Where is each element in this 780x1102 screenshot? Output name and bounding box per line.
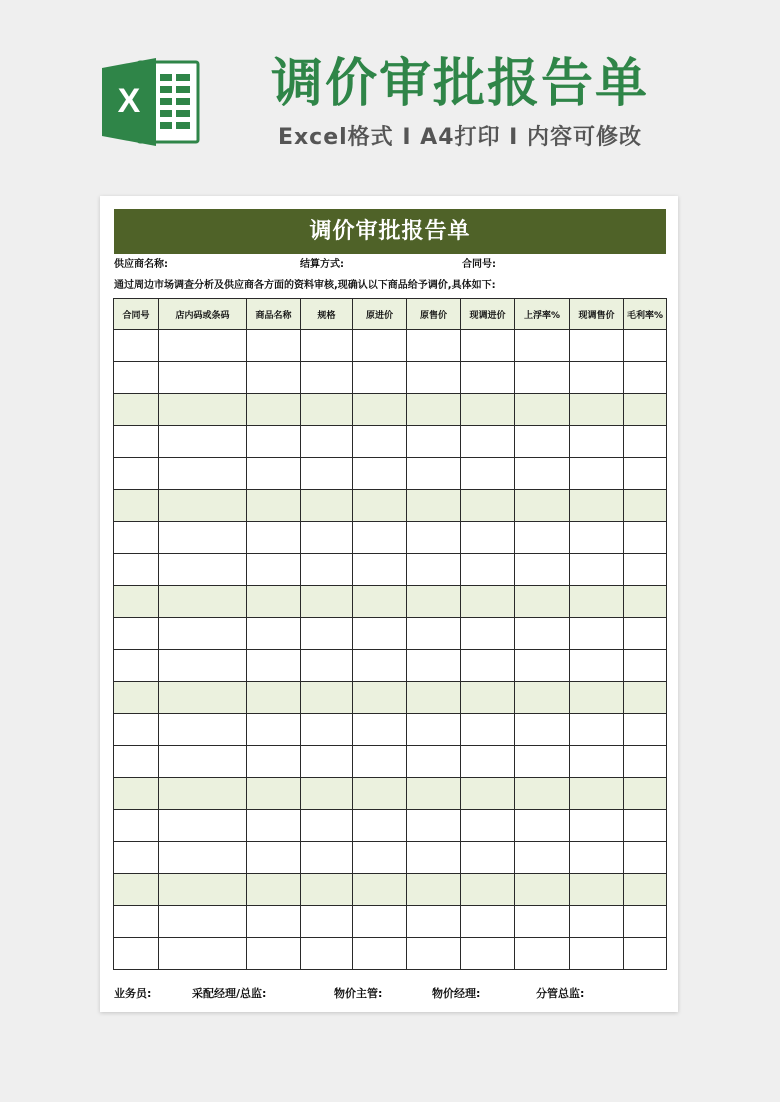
table-row [114, 810, 667, 842]
table-cell[interactable] [301, 522, 353, 554]
table-cell[interactable] [114, 618, 159, 650]
table-cell[interactable] [353, 330, 407, 362]
table-cell[interactable] [159, 554, 247, 586]
table-cell[interactable] [301, 458, 353, 490]
table-cell[interactable] [114, 714, 159, 746]
banner-title: 调价审批报告单 [270, 54, 649, 114]
table-cell[interactable] [159, 842, 247, 874]
table-cell[interactable] [461, 522, 515, 554]
table-cell[interactable] [515, 362, 570, 394]
table-cell[interactable] [515, 906, 570, 938]
table-cell[interactable] [301, 426, 353, 458]
table-cell[interactable] [353, 778, 407, 810]
table-cell[interactable] [624, 426, 667, 458]
table-cell[interactable] [114, 906, 159, 938]
table-cell[interactable] [570, 682, 624, 714]
table-cell[interactable] [515, 426, 570, 458]
table-row [114, 714, 667, 746]
table-cell[interactable] [247, 554, 301, 586]
header-orig-cost: 原进价 [353, 299, 407, 330]
table-cell[interactable] [570, 458, 624, 490]
table-cell[interactable] [247, 778, 301, 810]
table-cell[interactable] [114, 874, 159, 906]
table-cell[interactable] [407, 394, 461, 426]
price-adjust-table [113, 298, 667, 970]
table-row [114, 682, 667, 714]
table-cell[interactable] [624, 330, 667, 362]
table-cell[interactable] [407, 682, 461, 714]
table-cell[interactable] [570, 618, 624, 650]
table-cell[interactable] [353, 874, 407, 906]
table-cell[interactable] [461, 842, 515, 874]
table-cell[interactable] [624, 394, 667, 426]
table-cell[interactable] [353, 426, 407, 458]
table-cell[interactable] [247, 618, 301, 650]
footer-pricing-supervisor: 物价主管: [334, 987, 383, 1000]
table-cell[interactable] [461, 330, 515, 362]
table-cell[interactable] [159, 650, 247, 682]
table-cell[interactable] [407, 778, 461, 810]
table-cell[interactable] [570, 714, 624, 746]
table-cell[interactable] [407, 490, 461, 522]
table-cell[interactable] [461, 490, 515, 522]
table-cell[interactable] [353, 554, 407, 586]
table-cell[interactable] [353, 682, 407, 714]
table-cell[interactable] [114, 362, 159, 394]
table-row [114, 330, 667, 362]
table-cell[interactable] [114, 938, 159, 970]
table-cell[interactable] [301, 682, 353, 714]
excel-logo-letter: X [117, 82, 141, 120]
table-cell[interactable] [114, 682, 159, 714]
table-cell[interactable] [515, 842, 570, 874]
table-cell[interactable] [570, 554, 624, 586]
table-cell[interactable] [301, 842, 353, 874]
table-cell[interactable] [159, 394, 247, 426]
table-cell[interactable] [624, 938, 667, 970]
table-cell[interactable] [461, 778, 515, 810]
table-cell[interactable] [570, 842, 624, 874]
table-cell[interactable] [301, 874, 353, 906]
table-cell[interactable] [114, 650, 159, 682]
table-cell[interactable] [570, 490, 624, 522]
table-cell[interactable] [570, 906, 624, 938]
table-cell[interactable] [407, 586, 461, 618]
table-cell[interactable] [247, 682, 301, 714]
table-cell[interactable] [624, 650, 667, 682]
table-cell[interactable] [461, 682, 515, 714]
intro-text: 通过周边市场调查分析及供应商各方面的资料审核,现确认以下商品给予调价,具体如下: [114, 280, 496, 291]
table-cell[interactable] [570, 362, 624, 394]
table-cell[interactable] [461, 874, 515, 906]
table-cell[interactable] [301, 778, 353, 810]
table-cell[interactable] [461, 746, 515, 778]
table-row [114, 394, 667, 426]
table-cell[interactable] [515, 650, 570, 682]
table-cell[interactable] [570, 394, 624, 426]
table-cell[interactable] [247, 458, 301, 490]
table-cell[interactable] [301, 490, 353, 522]
table-cell[interactable] [247, 714, 301, 746]
table-cell[interactable] [461, 810, 515, 842]
table-cell[interactable] [114, 330, 159, 362]
table-cell[interactable] [353, 490, 407, 522]
table-cell[interactable] [570, 330, 624, 362]
table-header-row [114, 299, 667, 330]
header-markup-rate: 上浮率% [515, 299, 570, 330]
table-cell[interactable] [624, 874, 667, 906]
table-cell[interactable] [624, 778, 667, 810]
table-cell[interactable] [114, 746, 159, 778]
table-cell[interactable] [407, 522, 461, 554]
table-cell[interactable] [247, 330, 301, 362]
settlement-label: 结算方式: [300, 259, 344, 270]
table-cell[interactable] [407, 458, 461, 490]
table-cell[interactable] [570, 746, 624, 778]
table-cell[interactable] [353, 618, 407, 650]
header-product-name: 商品名称 [247, 299, 301, 330]
table-cell[interactable] [247, 842, 301, 874]
table-cell[interactable] [353, 938, 407, 970]
table-cell[interactable] [461, 586, 515, 618]
table-cell[interactable] [515, 586, 570, 618]
form-sheet [100, 196, 678, 1012]
contract-label: 合同号: [462, 259, 496, 270]
table-row [114, 778, 667, 810]
excel-logo-icon [100, 56, 200, 148]
table-cell[interactable] [114, 522, 159, 554]
table-cell[interactable] [353, 842, 407, 874]
table-cell[interactable] [624, 522, 667, 554]
table-cell[interactable] [624, 618, 667, 650]
table-cell[interactable] [247, 490, 301, 522]
table-cell[interactable] [570, 810, 624, 842]
table-cell[interactable] [114, 778, 159, 810]
footer-general-manager: 分管总监: [536, 987, 585, 1000]
table-cell[interactable] [407, 426, 461, 458]
table-cell[interactable] [624, 906, 667, 938]
table-cell[interactable] [461, 938, 515, 970]
table-cell[interactable] [301, 394, 353, 426]
header-store-code: 店内码或条码 [159, 299, 247, 330]
table-cell[interactable] [114, 394, 159, 426]
table-cell[interactable] [159, 490, 247, 522]
table-cell[interactable] [407, 362, 461, 394]
table-cell[interactable] [159, 426, 247, 458]
table-cell[interactable] [353, 458, 407, 490]
table-cell[interactable] [247, 394, 301, 426]
table-cell[interactable] [247, 586, 301, 618]
table-cell[interactable] [624, 842, 667, 874]
table-cell[interactable] [570, 938, 624, 970]
table-cell[interactable] [624, 682, 667, 714]
table-cell[interactable] [353, 394, 407, 426]
table-cell[interactable] [159, 906, 247, 938]
table-cell[interactable] [570, 426, 624, 458]
table-cell[interactable] [159, 682, 247, 714]
table-row [114, 746, 667, 778]
table-cell[interactable] [461, 426, 515, 458]
table-cell[interactable] [114, 426, 159, 458]
table-row [114, 362, 667, 394]
table-cell[interactable] [247, 650, 301, 682]
table-cell[interactable] [353, 362, 407, 394]
table-cell[interactable] [515, 554, 570, 586]
table-cell[interactable] [301, 746, 353, 778]
table-cell[interactable] [159, 586, 247, 618]
table-row [114, 650, 667, 682]
table-row [114, 522, 667, 554]
table-cell[interactable] [515, 618, 570, 650]
table-cell[interactable] [624, 810, 667, 842]
table-cell[interactable] [301, 330, 353, 362]
header-orig-price: 原售价 [407, 299, 461, 330]
table-cell[interactable] [159, 362, 247, 394]
table-cell[interactable] [114, 842, 159, 874]
table-cell[interactable] [159, 874, 247, 906]
table-cell[interactable] [407, 938, 461, 970]
table-cell[interactable] [515, 714, 570, 746]
table-row [114, 842, 667, 874]
table-cell[interactable] [301, 714, 353, 746]
table-cell[interactable] [570, 778, 624, 810]
table-cell[interactable] [624, 458, 667, 490]
table-cell[interactable] [159, 618, 247, 650]
table-row [114, 938, 667, 970]
table-row [114, 618, 667, 650]
form-title: 调价审批报告单 [114, 209, 666, 254]
table-cell[interactable] [301, 362, 353, 394]
table-cell[interactable] [407, 842, 461, 874]
table-cell[interactable] [407, 618, 461, 650]
table-cell[interactable] [353, 810, 407, 842]
table-cell[interactable] [353, 746, 407, 778]
table-cell[interactable] [114, 554, 159, 586]
footer-purchasing-manager: 采配经理/总监: [192, 987, 267, 1000]
table-cell[interactable] [301, 810, 353, 842]
table-cell[interactable] [301, 938, 353, 970]
table-cell[interactable] [515, 810, 570, 842]
table-cell[interactable] [114, 586, 159, 618]
table-cell[interactable] [407, 714, 461, 746]
header-new-price: 现调售价 [570, 299, 624, 330]
table-cell[interactable] [515, 458, 570, 490]
table-cell[interactable] [301, 586, 353, 618]
table-cell[interactable] [353, 586, 407, 618]
table-cell[interactable] [301, 906, 353, 938]
table-cell[interactable] [247, 746, 301, 778]
table-cell[interactable] [301, 650, 353, 682]
header-spec: 规格 [301, 299, 353, 330]
table-cell[interactable] [247, 874, 301, 906]
table-cell[interactable] [461, 362, 515, 394]
table-cell[interactable] [407, 330, 461, 362]
table-cell[interactable] [159, 458, 247, 490]
table-row [114, 874, 667, 906]
footer-pricing-manager: 物价经理: [432, 987, 481, 1000]
table-body [114, 330, 667, 970]
supplier-label: 供应商名称: [114, 259, 168, 270]
table-cell[interactable] [461, 714, 515, 746]
table-cell[interactable] [407, 746, 461, 778]
table-cell[interactable] [461, 394, 515, 426]
table-cell[interactable] [247, 938, 301, 970]
table-cell[interactable] [570, 586, 624, 618]
table-cell[interactable] [515, 682, 570, 714]
table-cell[interactable] [407, 650, 461, 682]
table-cell[interactable] [515, 394, 570, 426]
table-cell[interactable] [515, 746, 570, 778]
table-cell[interactable] [159, 778, 247, 810]
table-row [114, 586, 667, 618]
table-cell[interactable] [159, 938, 247, 970]
table-cell[interactable] [159, 330, 247, 362]
table-cell[interactable] [515, 874, 570, 906]
table-cell[interactable] [515, 490, 570, 522]
table-row [114, 490, 667, 522]
table-cell[interactable] [353, 650, 407, 682]
table-cell[interactable] [407, 810, 461, 842]
table-cell[interactable] [353, 714, 407, 746]
table-cell[interactable] [461, 618, 515, 650]
table-cell[interactable] [515, 330, 570, 362]
table-cell[interactable] [515, 938, 570, 970]
table-cell[interactable] [407, 906, 461, 938]
table-cell[interactable] [570, 874, 624, 906]
table-cell[interactable] [353, 906, 407, 938]
table-cell[interactable] [624, 746, 667, 778]
footer-salesman: 业务员: [114, 987, 152, 1000]
banner-subtitle: Excel格式 I A4打印 I 内容可修改 [277, 125, 643, 150]
table-cell[interactable] [114, 458, 159, 490]
table-cell[interactable] [114, 490, 159, 522]
table-cell[interactable] [301, 554, 353, 586]
table-row [114, 458, 667, 490]
table-cell[interactable] [624, 362, 667, 394]
header-contract-no: 合同号 [114, 299, 159, 330]
table-cell[interactable] [515, 778, 570, 810]
table-row [114, 426, 667, 458]
table-cell[interactable] [624, 554, 667, 586]
header-margin-rate: 毛利率% [624, 299, 667, 330]
table-cell[interactable] [247, 810, 301, 842]
table-cell[interactable] [461, 458, 515, 490]
table-cell[interactable] [159, 746, 247, 778]
table-cell[interactable] [461, 554, 515, 586]
table-cell[interactable] [570, 650, 624, 682]
table-cell[interactable] [159, 810, 247, 842]
table-cell[interactable] [461, 906, 515, 938]
table-cell[interactable] [159, 714, 247, 746]
table-cell[interactable] [353, 522, 407, 554]
table-cell[interactable] [624, 586, 667, 618]
table-cell[interactable] [247, 362, 301, 394]
table-cell[interactable] [159, 522, 247, 554]
table-cell[interactable] [247, 522, 301, 554]
table-cell[interactable] [461, 650, 515, 682]
table-cell[interactable] [407, 874, 461, 906]
header-new-cost: 现调进价 [461, 299, 515, 330]
table-row [114, 906, 667, 938]
table-row [114, 554, 667, 586]
table-cell[interactable] [515, 522, 570, 554]
table-cell[interactable] [407, 554, 461, 586]
table-cell[interactable] [301, 618, 353, 650]
table-cell[interactable] [247, 426, 301, 458]
table-cell[interactable] [624, 490, 667, 522]
table-cell[interactable] [570, 522, 624, 554]
table-cell[interactable] [247, 906, 301, 938]
table-cell[interactable] [114, 810, 159, 842]
table-cell[interactable] [624, 714, 667, 746]
